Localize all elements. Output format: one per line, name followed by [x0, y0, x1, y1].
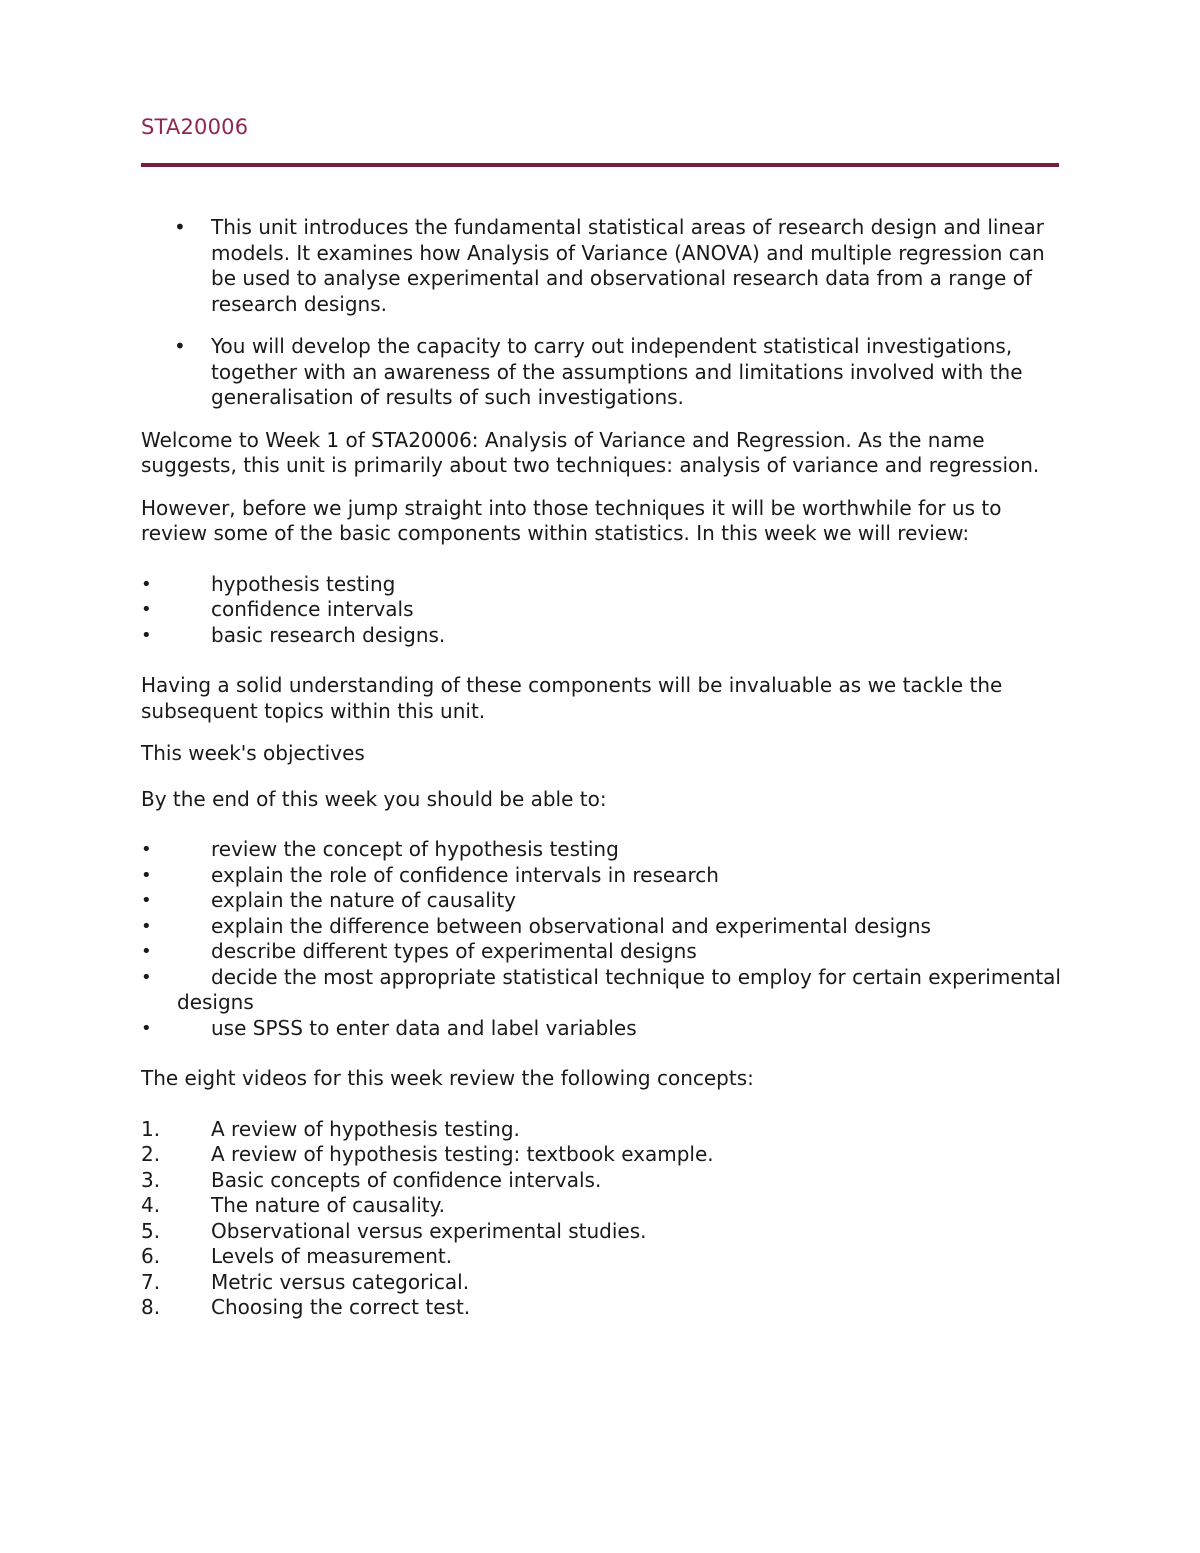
list-item-text: A review of hypothesis testing.	[211, 1116, 520, 1141]
list-number: 3.	[141, 1167, 161, 1192]
list-item	[141, 863, 1071, 889]
list-item	[141, 1270, 1071, 1296]
list-item	[141, 215, 1071, 317]
list-number: 8.	[141, 1295, 161, 1319]
list-item-text: The nature of causality.	[211, 1193, 445, 1217]
bullet-icon: •	[141, 966, 152, 988]
list-number: 6.	[141, 1244, 161, 1268]
bullet-icon: •	[141, 573, 152, 595]
bullet-icon: •	[174, 215, 186, 239]
videos-list	[141, 1117, 1071, 1321]
welcome-paragraph: Welcome to Week 1 of STA20006: Analysis of Variance and Regression. As the name suggests, this unit is primarily about two techniques: analysis of variance and regression.	[141, 427, 1040, 477]
list-item	[141, 1219, 1071, 1245]
list-item	[141, 837, 1071, 863]
unit-description-list	[141, 215, 1071, 411]
list-item-text: confidence intervals	[211, 597, 414, 621]
bullet-icon: •	[141, 599, 152, 620]
list-item-text: This unit introduces the fundamental statistical areas of research design and linear models. It examines how Analysis of Variance (ANOVA) and multiple regression can be used to analyse experimental and observational research data from a range of research designs.	[211, 215, 1045, 316]
list-item-text: A review of hypothesis testing: textbook example.	[211, 1142, 714, 1166]
list-item	[141, 597, 1071, 623]
list-number: 1.	[141, 1116, 161, 1141]
list-item-text: explain the difference between observational and experimental designs	[211, 913, 931, 938]
header-divider	[141, 163, 1059, 167]
list-item	[141, 965, 1071, 1016]
list-item-text: You will develop the capacity to carry out independent statistical investigations, together with an awareness of the assumptions and limitations involved with the generalisation of results of such investigations.	[211, 334, 1023, 409]
objectives-list	[141, 837, 1071, 1041]
list-item	[141, 1142, 1071, 1168]
objectives-heading: This week's objectives	[141, 741, 365, 765]
list-item-text: decide the most appropriate statistical technique to employ for certain experimental designs	[177, 964, 1061, 1014]
list-item	[141, 1117, 1071, 1143]
list-item-text: Levels of measurement.	[211, 1244, 453, 1268]
list-item-text: describe different types of experimental designs	[211, 939, 697, 963]
list-item-text: Choosing the correct test.	[211, 1295, 471, 1319]
however-paragraph: However, before we jump straight into those techniques it will be worthwhile for us to review some of the basic components within statistics. In this week we will review:	[141, 495, 1002, 545]
videos-intro: The eight videos for this week review the following concepts:	[141, 1066, 754, 1090]
bullet-icon: •	[141, 890, 152, 911]
bullet-icon: •	[141, 624, 152, 646]
unit-code-header: STA20006	[141, 115, 249, 139]
list-item	[141, 888, 1071, 914]
list-number: 4.	[141, 1193, 161, 1217]
list-item-text: hypothesis testing	[211, 571, 396, 596]
list-item	[141, 1168, 1071, 1194]
list-number: 2.	[141, 1142, 161, 1166]
bullet-icon: •	[141, 839, 152, 860]
document-body	[141, 215, 1071, 1321]
list-item-text: Observational versus experimental studies.	[211, 1218, 647, 1243]
bullet-icon: •	[141, 1017, 152, 1039]
list-item	[141, 334, 1071, 411]
list-item	[141, 939, 1071, 965]
list-item	[141, 914, 1071, 940]
bullet-icon: •	[174, 334, 186, 358]
bullet-icon: •	[141, 864, 152, 886]
bullet-icon: •	[141, 915, 152, 937]
list-item-text: basic research designs.	[211, 622, 446, 647]
list-item-text: Basic concepts of confidence intervals.	[211, 1167, 602, 1192]
list-item-text: use SPSS to enter data and label variables	[211, 1015, 637, 1040]
objectives-intro: By the end of this week you should be able to:	[141, 786, 607, 811]
list-item-text: explain the role of confidence intervals in research	[211, 862, 719, 887]
list-item-text: review the concept of hypothesis testing	[211, 837, 619, 861]
list-number: 7.	[141, 1269, 161, 1294]
understanding-paragraph: Having a solid understanding of these components will be invaluable as we tackle the subsequent topics within this unit.	[141, 673, 1003, 723]
list-item	[141, 623, 1071, 649]
list-item	[141, 1244, 1071, 1270]
list-item	[141, 1016, 1071, 1042]
list-item-text: Metric versus categorical.	[211, 1269, 470, 1294]
list-item	[141, 572, 1071, 598]
list-item-text: explain the nature of causality	[211, 888, 516, 912]
review-topics-list	[141, 572, 1071, 649]
list-item	[141, 1193, 1071, 1219]
list-item	[141, 1295, 1071, 1321]
bullet-icon: •	[141, 941, 152, 962]
list-number: 5.	[141, 1218, 161, 1243]
